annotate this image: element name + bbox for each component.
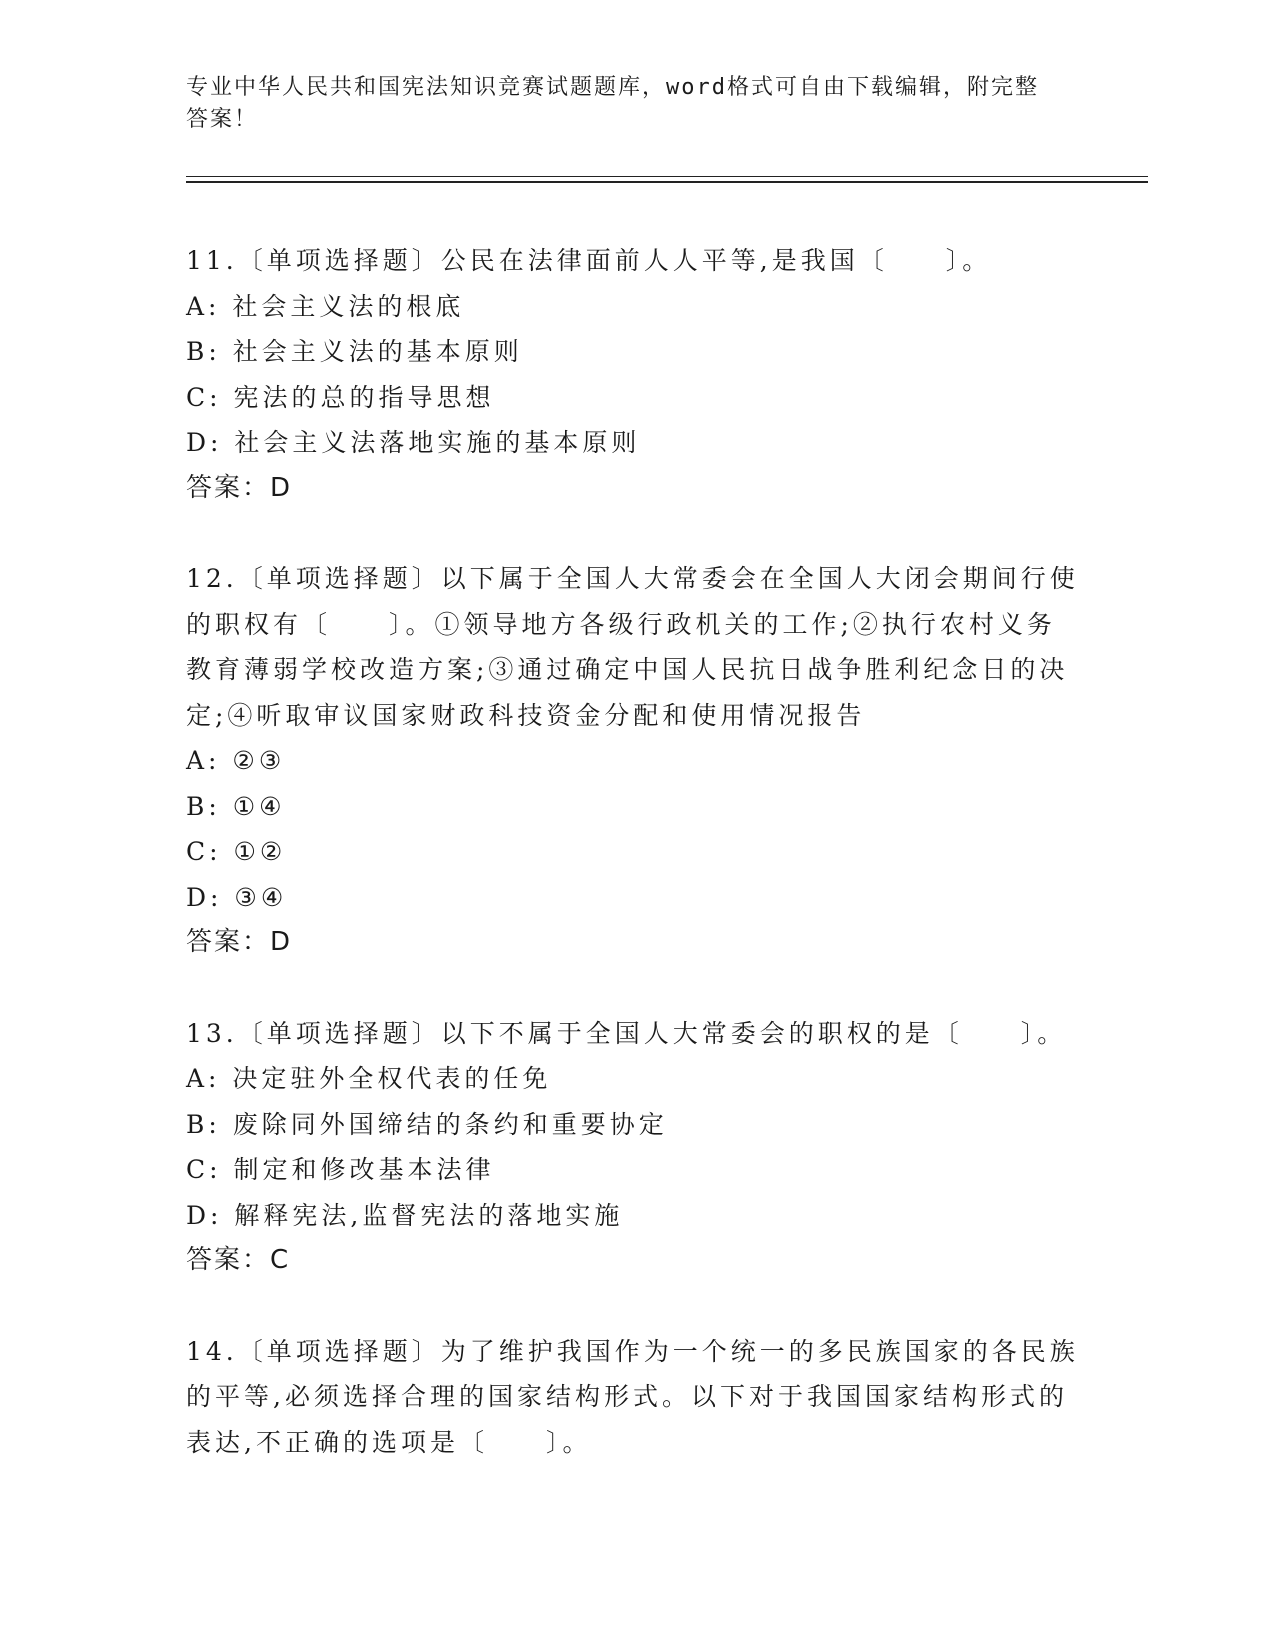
header-divider-thick: [186, 181, 1148, 183]
question-stem-line: 13.〔单项选择题〕以下不属于全国人大常委会的职权的是〔 〕。: [186, 1018, 1067, 1048]
question-block: [186, 556, 1079, 966]
question-block: [186, 1329, 1079, 1466]
header-divider-thin: [186, 176, 1148, 177]
answer-option: C: 宪法的总的指导思想: [186, 382, 495, 412]
answer-option: C: ①②: [186, 837, 287, 866]
question-stem-line: 的平等,必须选择合理的国家结构形式。以下对于我国国家结构形式的: [186, 1382, 1068, 1411]
header-line-1: 专业中华人民共和国宪法知识竞赛试题题库，word格式可自由下载编辑，附完整: [186, 75, 1039, 100]
question-stem-line: 的职权有〔 〕。①领导地方各级行政机关的工作;②执行农村义务: [186, 609, 1056, 639]
answer-key: 答案：D: [186, 472, 293, 503]
document-header: [186, 72, 1066, 136]
question-stem-line: 教育薄弱学校改造方案;③通过确定中国人民抗日战争胜利纪念日的决: [186, 655, 1069, 684]
answer-option: B: 废除同外国缔结的条约和重要协定: [186, 1109, 668, 1139]
question-stem-line: 12.〔单项选择题〕以下属于全国人大常委会在全国人大闭会期间行使: [186, 564, 1079, 593]
question-stem-line: 14.〔单项选择题〕为了维护我国作为一个统一的多民族国家的各民族: [186, 1336, 1079, 1366]
question-list: [186, 238, 1079, 1510]
question-stem-line: 表达,不正确的选项是〔 〕。: [186, 1427, 592, 1457]
question-stem: [186, 1329, 1079, 1466]
question-stem-line: 11.〔单项选择题〕公民在法律面前人人平等,是我国〔 〕。: [186, 246, 992, 275]
answer-option: C: 制定和修改基本法律: [186, 1155, 495, 1184]
answer-option: A: 决定驻外全权代表的任免: [186, 1064, 552, 1093]
answer-option: D: ③④: [186, 882, 288, 912]
question-block: [186, 1011, 1066, 1284]
answer-option: A: ②③: [186, 746, 286, 775]
answer-option: B: 社会主义法的基本原则: [186, 337, 523, 366]
answer-key: 答案：D: [186, 927, 293, 957]
question-block: [186, 238, 1066, 511]
answer-key: 答案：C: [186, 1245, 291, 1275]
header-line-2: 答案！: [186, 107, 259, 132]
answer-option: B: ①④: [186, 791, 286, 821]
answer-option: D: 解释宪法,监督宪法的落地实施: [186, 1200, 624, 1230]
answer-option: D: 社会主义法落地实施的基本原则: [186, 428, 641, 457]
question-stem: [186, 1011, 1066, 1057]
question-stem: [186, 556, 1079, 738]
answer-option: A: 社会主义法的根底: [186, 291, 465, 321]
question-stem: [186, 238, 1066, 284]
question-stem-line: 定;④听取审议国家财政科技资金分配和使用情况报告: [186, 700, 866, 730]
